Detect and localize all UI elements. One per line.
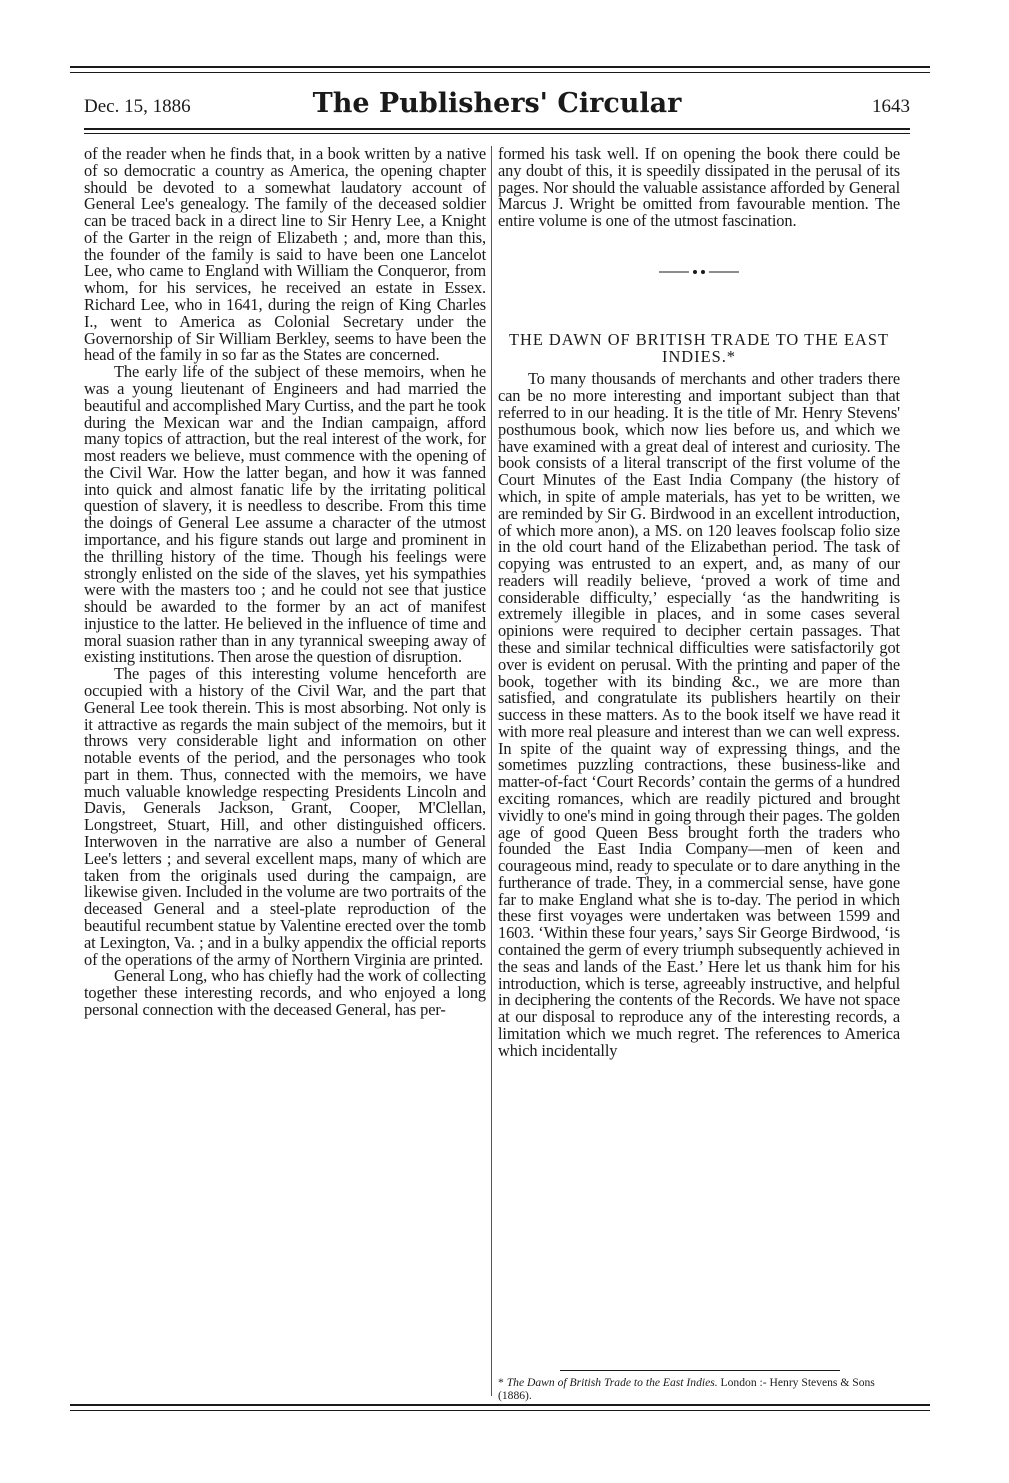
right-column: [498, 146, 900, 1396]
divider-ornament-icon: [659, 267, 739, 277]
footnote-rule: [560, 1370, 840, 1371]
top-border-rule: [70, 66, 930, 68]
right-opening-paragraph: formed his task well. If on opening the book there could be any doubt of this, it is speedily dissipated in the perusal of its pages. Nor should the valuable assistance afforded by General Marcus J. Wright be omitted from favourable mention. The entire volume is one of the utmost fascination.: [498, 144, 900, 231]
publication-title: The Publishers' Circular: [312, 88, 682, 119]
page-number: 1643: [872, 96, 910, 117]
left-column: [84, 146, 486, 1396]
header-date: Dec. 15, 1886: [84, 96, 191, 117]
left-paragraph-4: General Long, who has chiefly had the work of collecting together these interesting records, and who enjoyed a long personal connection with the deceased General, has per-: [84, 966, 486, 1019]
bottom-border-rule: [70, 1404, 930, 1406]
left-paragraph-3: The pages of this interesting volume henceforth are occupied with a history of the Civil War, and the part that General Lee took therein. This is most absorbing. Not only is it attractive as regards the main subject of the memoirs, but it throws very considerable light and information on other notable events of the period, and the personages who took part in them. Thus, connected with the memoirs, we have much valuable knowledge respecting Presidents Lincoln and Davis, Generals Jackson, Grant, Cooper, M'Clellan, Longstreet, Stuart, Hill, and other distinguished officers. Interwoven in the narrative are also a number of General Lee's letters ; and several excellent maps, many of which are taken from the originals used during the campaign, are likewise given. Included in the volume are two portraits of the deceased General and a steel-plate reproduction of the beautiful recumbent statue by Valentine erected over the tomb at Lexington, Va. ; and in a bulky appendix the official reports of the operations of the army of Northern Virginia are printed.: [84, 664, 486, 969]
header-rule-thin: [84, 133, 910, 134]
article-heading: THE DAWN OF BRITISH TRADE TO THE EAST INDIES.*: [508, 329, 890, 366]
footnote: [498, 1376, 900, 1402]
section-ornament: [498, 264, 900, 292]
footnote-publisher: London :- Henry Stevens & Sons (1886).: [498, 1376, 875, 1402]
page-header: [84, 88, 910, 122]
bottom-border-rule-thin: [70, 1410, 930, 1411]
footnote-mark: *: [498, 1376, 507, 1389]
left-paragraph-1: of the reader when he finds that, in a book written by a native of so democratic a country as America, the opening chapter should be devoted to a somewhat laudatory account of General Lee's genealogy. The family of the deceased soldier can be traced back in a direct line to Sir Henry Lee, a Knight of the Garter in the reign of Elizabeth ; and, more than this, the founder of the family is said to have been one Lancelot Lee, who came to England with William the Conqueror, from whom, for his services, he received an estate in Essex. Richard Lee, who in 1641, during the reign of King Charles I., went to America as Colonial Secretary under the Governorship of Sir William Berkley, seems to have been the head of the family in so far as the States are concerned.: [84, 144, 486, 365]
article-body: To many thousands of merchants and other traders there can be no more interesting and important subject than that referred to in our heading. It is the title of Mr. Henry Stevens' posthumous book, which now lies before us, and which we have examined with a great deal of interest and curiosity. The book consists of a literal transcript of the first volume of the Court Minutes of the East India Company (the history of which, in spite of ample materials, has yet to be written, we are reminded by Sir G. Birdwood in an excellent introduction, of which more anon), a MS. on 120 leaves foolscap folio size in the old court hand of the Elizabethan period. The task of copying was entrusted to an expert, and, as many of our readers will readily believe, ‘proved a work of time and considerable difficulty,’ especially ‘as the handwriting is extremely illegible in places, and in some cases several opinions were required to decipher certain passages. That these and similar technical difficulties were satisfactorily got over is evident on perusal. With the printing and paper of the book, together with its binding &c., we are more than satisfied, and congratulate its publishers heartily on their success in these matters. As to the book itself we have read it with more real pleasure and interest than we can well express. In spite of the quaint way of expressing things, and the sometimes puzzling contractions, these business-like and matter-of-fact ‘Court Records’ contain the germs of a hundred exciting romances, which are readily pictured and brought vividly to one's mind in going through their pages. The golden age of good Queen Bess brought forth the traders who founded the East India Company—men of keen and courageous mind, ready to speculate or to dare anything in the furtherance of trade. They, in a commercial sense, have gone far to make England what she is to-day. The period in which these first voyages were undertaken was between 1599 and 1603. ‘Within these four years,’ says Sir George Birdwood, ‘is contained the germ of every triumph subsequently achieved in the seas and lands of the East.’ Here let us thank him for his introduction, which is terse, agreeably instructive, and helpful in deciphering the contents of the Records. We have not space at our disposal to reproduce any of the interesting records, a limitation which we much regret. The references to America which incidentally: [498, 369, 900, 1060]
column-divider: [491, 146, 492, 1396]
footnote-title: The Dawn of British Trade to the East Indies.: [506, 1376, 718, 1389]
left-paragraph-2: The early life of the subject of these memoirs, when he was a young lieutenant of Engineers and had married the beautiful and accomplished Mary Curtiss, and the part he took during the Mexican war and the Indian campaign, afford many topics of attraction, but the real interest of the work, for most readers we believe, must commence with the opening of the Civil War. How the latter began, and how it was fanned into quick and almost fanatic life by the irritating political question of slavery, it is needless to describe. From this time the doings of General Lee assume a character of the utmost importance, and his figure stands out large and prominent in the thrilling history of the time. Though his feelings were strongly enlisted on the side of the slaves, yet his sympathies were with the masters too ; and he could not see that justice should be awarded to the former by an act of manifest injustice to the latter. He believed in the influence of time and moral suasion rather than in any tyrannical sweeping away of existing institutions. Then arose the question of disruption.: [84, 362, 486, 667]
top-border-rule-thin: [70, 72, 930, 73]
header-rule: [84, 128, 910, 130]
